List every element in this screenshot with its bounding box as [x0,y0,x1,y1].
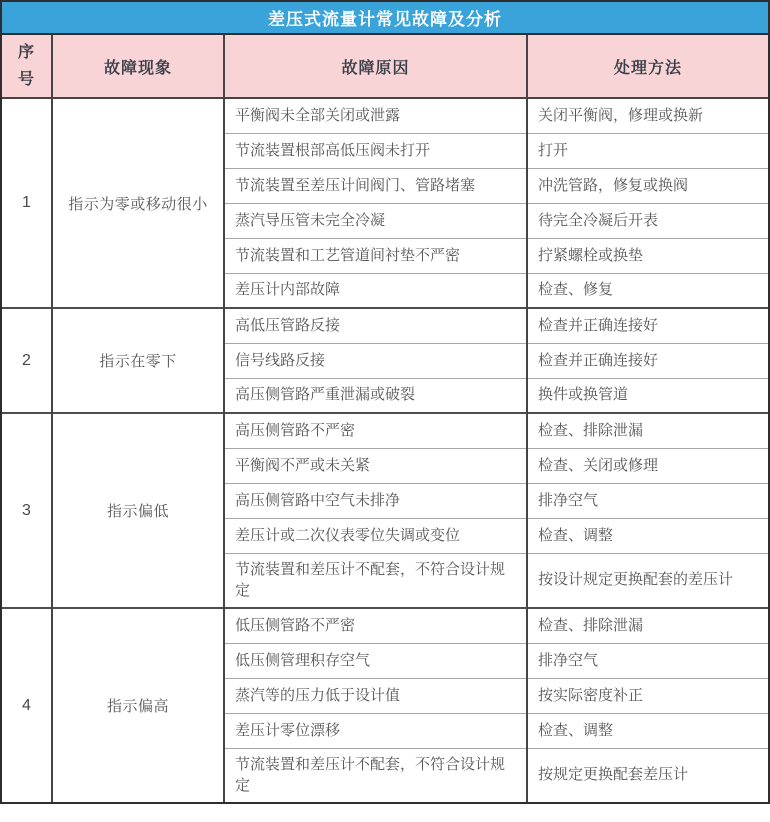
fault-cause-cell: 高压侧管路中空气未排净 [224,483,527,518]
fault-cause-cell: 节流装置和工艺管道间衬垫不严密 [224,238,527,273]
remedy-cell: 待完全冷凝后开表 [527,203,768,238]
column-header-cause: 故障原因 [224,35,527,98]
table-row [2,608,768,643]
fault-cause-cell: 高压侧管路不严密 [224,413,527,448]
fault-cause-cell: 节流装置至差压计间阀门、管路堵塞 [224,168,527,203]
fault-cause-cell: 节流装置根部高低压阀未打开 [224,133,527,168]
remedy-cell: 按规定更换配套差压计 [527,748,768,802]
remedy-cell: 检查并正确连接好 [527,308,768,343]
fault-table [2,35,768,802]
fault-cause-cell: 蒸汽等的压力低于设计值 [224,678,527,713]
fault-phenomenon-cell: 指示偏低 [52,413,224,608]
fault-cause-cell: 差压计或二次仪表零位失调或变位 [224,518,527,553]
column-header-serial: 序号 [2,35,52,98]
remedy-cell: 检查、调整 [527,713,768,748]
table-body [2,98,768,802]
fault-cause-cell: 高压侧管路严重泄漏或破裂 [224,378,527,413]
column-header-phenomenon: 故障现象 [52,35,224,98]
remedy-cell: 按实际密度补正 [527,678,768,713]
table-row [2,308,768,343]
remedy-cell: 检查、排除泄漏 [527,608,768,643]
remedy-cell: 换件或换管道 [527,378,768,413]
remedy-cell: 打开 [527,133,768,168]
fault-cause-cell: 平衡阀未全部关闭或泄露 [224,98,527,133]
remedy-cell: 排净空气 [527,643,768,678]
remedy-cell: 检查、关闭或修理 [527,448,768,483]
serial-number-cell: 3 [2,413,52,608]
remedy-cell: 排净空气 [527,483,768,518]
serial-number-cell: 4 [2,608,52,802]
serial-number-cell: 1 [2,98,52,308]
remedy-cell: 冲洗管路，修复或换阀 [527,168,768,203]
remedy-cell: 按设计规定更换配套的差压计 [527,553,768,608]
remedy-cell: 关闭平衡阀，修理或换新 [527,98,768,133]
remedy-cell: 拧紧螺栓或换垫 [527,238,768,273]
fault-cause-cell: 差压计零位漂移 [224,713,527,748]
fault-cause-cell: 低压侧管路不严密 [224,608,527,643]
remedy-cell: 检查、修复 [527,273,768,308]
fault-phenomenon-cell: 指示在零下 [52,308,224,413]
remedy-cell: 检查并正确连接好 [527,343,768,378]
column-header-remedy: 处理方法 [527,35,768,98]
fault-cause-cell: 节流装置和差压计不配套，不符合设计规定 [224,553,527,608]
fault-cause-cell: 高低压管路反接 [224,308,527,343]
fault-cause-cell: 节流装置和差压计不配套，不符合设计规定 [224,748,527,802]
fault-cause-cell: 信号线路反接 [224,343,527,378]
fault-cause-cell: 蒸汽导压管未完全冷凝 [224,203,527,238]
table-title: 差压式流量计常见故障及分析 [2,2,768,35]
remedy-cell: 检查、排除泄漏 [527,413,768,448]
fault-cause-cell: 平衡阀不严或未关紧 [224,448,527,483]
fault-cause-cell: 低压侧管理积存空气 [224,643,527,678]
fault-cause-cell: 差压计内部故障 [224,273,527,308]
serial-number-cell: 2 [2,308,52,413]
remedy-cell: 检查、调整 [527,518,768,553]
table-row [2,413,768,448]
fault-phenomenon-cell: 指示为零或移动很小 [52,98,224,308]
table-row [2,98,768,133]
fault-phenomenon-cell: 指示偏高 [52,608,224,802]
header-row [2,35,768,98]
